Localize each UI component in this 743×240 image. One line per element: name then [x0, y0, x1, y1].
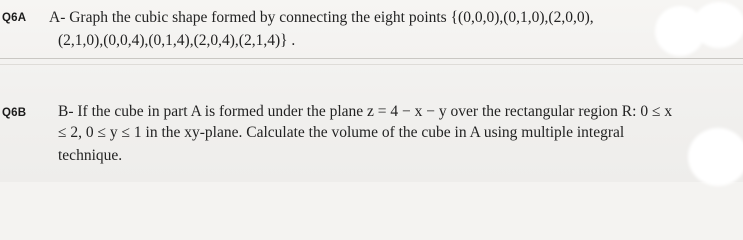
question-b-line-3: technique.: [58, 147, 123, 164]
question-b-line-2: ≤ 2, 0 ≤ y ≤ 1 in the xy-plane. Calculate the volume of the cube in A using multiple integral: [58, 124, 625, 141]
section-divider-shadow: [0, 64, 743, 65]
redaction-blob-top-right: [693, 2, 743, 48]
redaction-blob-bottom: [688, 128, 743, 186]
question-b-line-1: B- If the cube in part A is formed under the plane z = 4 − x − y over the rectangular region R: 0 ≤ x: [58, 103, 673, 120]
question-a-label: Q6A: [2, 12, 27, 24]
section-divider: [0, 58, 743, 59]
question-a-line-1: A- Graph the cubic shape formed by connecting the eight points {(0,0,0),(0,1,0),(2,0,0),: [49, 9, 594, 26]
question-a-line-2: (2,1,0),(0,0,4),(0,1,4),(2,0,4),(2,1,4)} .: [58, 32, 296, 49]
question-b-label: Q6B: [2, 107, 27, 119]
